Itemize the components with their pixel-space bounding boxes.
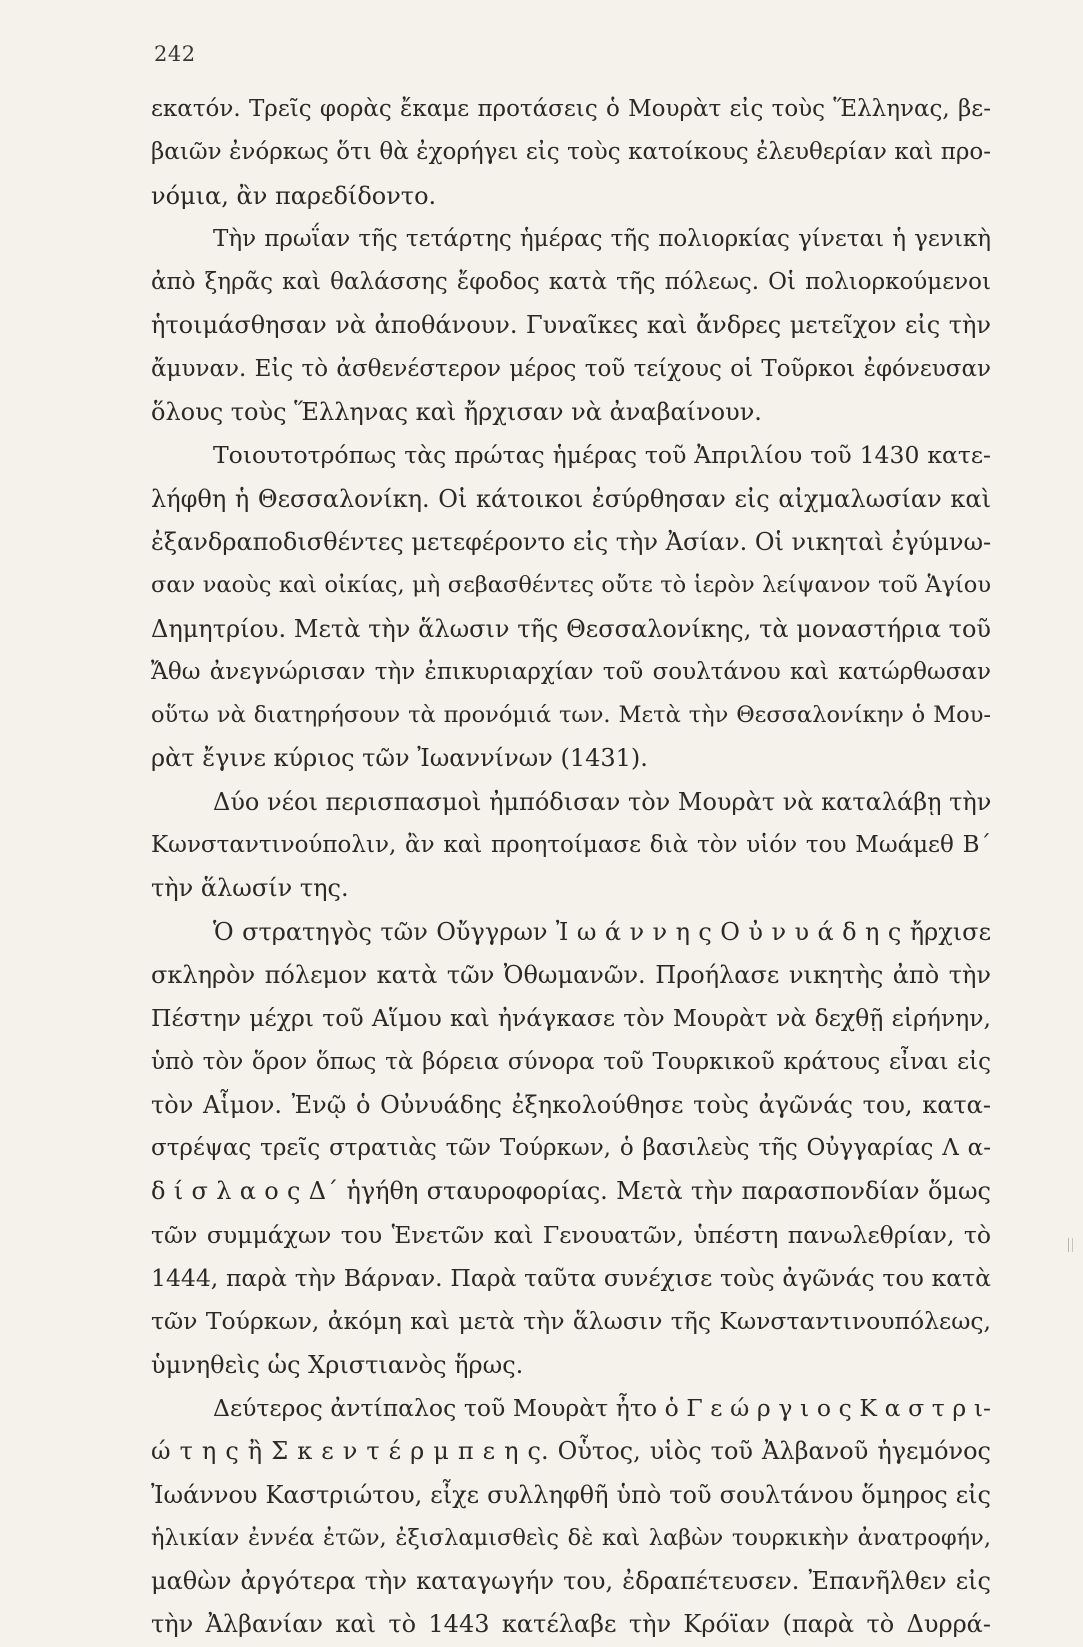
text-line: Τοιουτοτρόπως τὰς πρώτας ἡμέρας τοῦ Ἀπριλίου τοῦ 1430 κατε-	[213, 441, 991, 470]
page-number: 242	[154, 42, 196, 66]
text-line: λήφθη ἡ Θεσσαλονίκη. Οἱ κάτοικοι ἐσύρθησαν εἰς αἰχμαλωσίαν καὶ	[151, 484, 991, 513]
text-line: τὴν Ἀλβανίαν καὶ τὸ 1443 κατέλαβε τὴν Κρόϊαν (παρὰ τὸ Δυρρά-	[151, 1610, 991, 1639]
text-line: ὅλους τοὺς Ἕλληνας καὶ ἤρχισαν νὰ ἀναβαίνουν.	[151, 398, 762, 427]
text-line: σκληρὸν πόλεμον κατὰ τῶν Ὀθωμανῶν. Προήλασε νικητὴς ἀπὸ τὴν	[151, 960, 991, 989]
text-line: στρέψας τρεῖς στρατιὰς τῶν Τούρκων, ὁ βασιλεὺς τῆς Οὐγγαρίας Λ α-	[151, 1135, 991, 1162]
text-line: Πέστην μέχρι τοῦ Αἵμου καὶ ἠνάγκασε τὸν Μουρὰτ νὰ δεχθῇ εἰρήνην,	[151, 1004, 991, 1033]
text-line: τὴν ἅλωσίν της.	[151, 874, 349, 903]
text-line: 1444, παρὰ τὴν Βάρναν. Παρὰ ταῦτα συνέχισε τοὺς ἀγῶνάς του κατὰ	[151, 1264, 991, 1293]
text-line: Δεύτερος ἀντίπαλος τοῦ Μουρὰτ ἦτο ὁ Γ ε ώ ρ γ ι ο ς Κ α σ τ ρ ι-	[213, 1393, 991, 1422]
text-line: Ὁ στρατηγὸς τῶν Οὔγγρων Ἰ ω ά ν ν η ς Ο ὐ ν υ ά δ η ς ἤρχισε	[213, 917, 991, 946]
scan-edge-mark	[1068, 1238, 1073, 1252]
text-line: ἡλικίαν ἐννέα ἐτῶν, ἐξισλαμισθεὶς δὲ καὶ λαβὼν τουρκικὴν ἀνατροφήν,	[151, 1524, 991, 1551]
text-line: ρὰτ ἔγινε κύριος τῶν Ἰωαννίνων (1431).	[151, 744, 648, 773]
text-line: τὸν Αἷμον. Ἐνῷ ὁ Οὐνυάδης ἐξηκολούθησε τοὺς ἀγῶνάς του, κατα-	[151, 1090, 991, 1119]
text-line: εκατόν. Τρεῖς φορὰς ἔκαμε προτάσεις ὁ Μουρὰτ εἰς τοὺς Ἕλληνας, βε-	[151, 96, 991, 122]
text-line: νόμια, ἂν παρεδίδοντο.	[151, 181, 437, 210]
text-line: Δύο νέοι περισπασμοὶ ἠμπόδισαν τὸν Μουρὰτ νὰ καταλάβῃ τὴν	[213, 787, 992, 816]
text-line: Ἄθω ἀνεγνώρισαν τὴν ἐπικυριαρχίαν τοῦ σουλτάνου καὶ κατώρθωσαν	[151, 658, 991, 685]
text-line: Τὴν πρωΐαν τῆς τετάρτης ἡμέρας τῆς πολιορκίας γίνεται ἡ γενικὴ	[213, 225, 991, 252]
text-line: ὑπὸ τὸν ὅρον ὅπως τὰ βόρεια σύνορα τοῦ Τουρκικοῦ κράτους εἶναι εἰς	[151, 1048, 991, 1075]
text-line: Κωνσταντινούπολιν, ἂν καὶ προητοίμασε διὰ τὸν υἱόν του Μωάμεθ Β΄	[151, 832, 991, 859]
text-line: ἐξανδραποδισθέντες μετεφέροντο εἰς τὴν Ἀσίαν. Οἱ νικηταὶ ἐγύμνω-	[151, 527, 992, 556]
text-line: Ἰωάννου Καστριώτου, εἶχε συλληφθῆ ὑπὸ τοῦ σουλτάνου ὅμηρος εἰς	[151, 1480, 991, 1509]
text-line: δ ί σ λ α ο ς Δ΄ ἡγήθη σταυροφορίας. Μετὰ τὴν παρασπονδίαν ὅμως	[151, 1177, 991, 1206]
text-line: Δημητρίου. Μετὰ τὴν ἅλωσιν τῆς Θεσσαλονίκης, τὰ μοναστήρια τοῦ	[151, 614, 991, 643]
text-line: τῶν Τούρκων, ἀκόμη καὶ μετὰ τὴν ἅλωσιν τῆς Κωνσταντινουπόλεως,	[151, 1307, 991, 1336]
text-line: ἡτοιμάσθησαν νὰ ἀποθάνουν. Γυναῖκες καὶ ἄνδρες μετεῖχον εἰς τὴν	[151, 311, 991, 340]
text-line: ώ τ η ς ἢ Σ κ ε ν τ έ ρ μ π ε η ς. Οὗτος, υἱὸς τοῦ Ἀλβανοῦ ἡγεμόνος	[151, 1437, 991, 1466]
text-line: σαν ναοὺς καὶ οἰκίας, μὴ σεβασθέντες οὔτε τὸ ἱερὸν λείψανον τοῦ Ἁγίου	[151, 572, 991, 599]
text-line: ἀπὸ ξηρᾶς καὶ θαλάσσης ἔφοδος κατὰ τῆς πόλεως. Οἱ πολιορκούμενοι	[151, 269, 991, 296]
text-line: τῶν συμμάχων του Ἑνετῶν καὶ Γενουατῶν, ὑπέστη πανωλεθρίαν, τὸ	[151, 1220, 991, 1249]
text-line: μαθὼν ἀργότερα τὴν καταγωγήν του, ἐδραπέτευσεν. Ἐπανῆλθεν εἰς	[151, 1567, 991, 1596]
text-line: οὕτω νὰ διατηρήσουν τὰ προνόμιά των. Μετὰ τὴν Θεσσαλονίκην ὁ Μου-	[151, 702, 991, 729]
text-line: ὑμνηθεὶς ὡς Χριστιανὸς ἥρως.	[151, 1350, 524, 1379]
text-line: βαιῶν ἐνόρκως ὅτι θὰ ἐχορήγει εἰς τοὺς κατοίκους ἐλευθερίαν καὶ προ-	[151, 139, 991, 166]
text-body	[151, 88, 991, 1647]
text-line: ἄμυναν. Εἰς τὸ ἀσθενέστερον μέρος τοῦ τείχους οἱ Τοῦρκοι ἐφόνευσαν	[151, 355, 991, 382]
